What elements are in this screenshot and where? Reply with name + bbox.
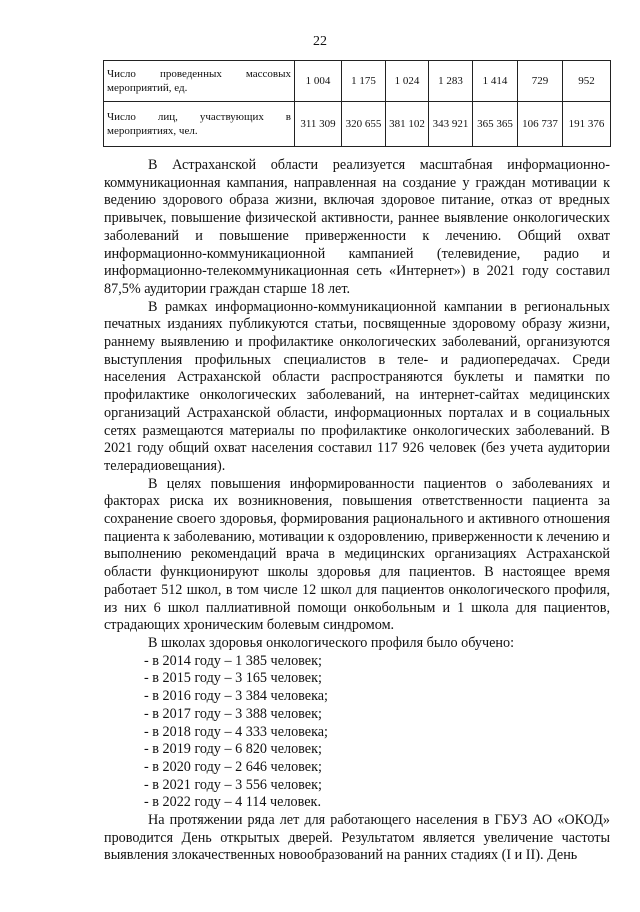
list-item: - в 2022 году – 4 114 человек.: [144, 794, 321, 811]
table-cell: 343 921: [429, 102, 473, 147]
table-row-label: Число проведенных массовых мероприятий, ед.: [104, 61, 295, 102]
table-cell: 191 376: [563, 102, 611, 147]
training-list: [104, 653, 610, 812]
paragraph: В целях повышения информированности пациентов о заболеваниях и факторах риска их возникновения, повышения ответственности пациента за сохранение своего здоровья, формирования рационального и активного отношения пациента к заболеванию, мотивации к оздоровлению, приверженности к лечению и выполнению рекомендаций врача в медицинских организациях Астраханской области функционируют школы здоровья для пациентов. В настоящее время работает 512 школ, в том числе 12 школ для пациентов онкологического профиля, из них 6 школ паллиативной помощи онкобольным и 1 школа для пациентов, страдающих хроническим болевым синдромом.: [104, 475, 610, 634]
list-item: - в 2019 году – 6 820 человек;: [144, 741, 322, 758]
table-row-label: Число лиц, участвующих в мероприятиях, чел.: [104, 102, 295, 147]
table-cell: 311 309: [295, 102, 342, 147]
list-intro: В школах здоровья онкологического профиля было обучено:: [148, 634, 515, 651]
table-row: [104, 102, 611, 147]
statistics-table: [103, 60, 611, 147]
table-cell: 365 365: [473, 102, 518, 147]
table-cell: 381 102: [386, 102, 429, 147]
page-number: 22: [313, 34, 327, 49]
table-cell: 1 004: [295, 61, 342, 102]
table-cell: 1 175: [342, 61, 386, 102]
paragraph: В рамках информационно-коммуникационной кампании в региональных печатных изданиях публикуются статьи, посвященные здоровому образу жизни, раннему выявлению и профилактике онкологических заболеваний, организуются выступления профильных специалистов в теле- и радиопередачах. Среди населения Астраханской области распространяются буклеты и памятки по профилактике онкологических заболеваний, на интернет-сайтах медицинских организаций Астраханской области, информационных порталах и в социальных сетях размещаются материалы по профилактике онкологических заболеваний. В 2021 году общий охват населения составил 117 926 человек (без учета аудитории телерадиовещания).: [104, 298, 610, 474]
table-cell: 106 737: [518, 102, 563, 147]
list-item: - в 2017 году – 3 388 человек;: [144, 705, 322, 722]
list-item: - в 2020 году – 2 646 человек;: [144, 758, 322, 775]
list-item: - в 2014 году – 1 385 человек;: [144, 652, 322, 669]
table-row: [104, 61, 611, 102]
paragraph: На протяжении ряда лет для работающего населения в ГБУЗ АО «ОКОД» проводится День открытых дверей. Результатом является увеличение частоты выявления злокачественных новообразований на ранних стадиях (I и II). День: [104, 812, 610, 864]
list-item: - в 2018 году – 4 333 человека;: [144, 723, 328, 740]
list-item: - в 2021 году – 3 556 человек;: [144, 776, 322, 793]
list-item: - в 2015 году – 3 165 человек;: [144, 670, 322, 687]
body-text: [104, 157, 610, 865]
table-cell: 1 024: [386, 61, 429, 102]
table-cell: 1 283: [429, 61, 473, 102]
table-cell: 952: [563, 61, 611, 102]
table-cell: 320 655: [342, 102, 386, 147]
paragraph: В Астраханской области реализуется масштабная информационно-коммуникационная кампания, направленная на создание у граждан мотивации к ведению здорового образа жизни, включая здоровое питание, отказ от вредных привычек, повышение физической активности, раннее выявление онкологических заболеваний и повышение приверженности к лечению. Общий охват информационно-коммуникационной кампанией (телевидение, радио и информационно-телекоммуникационная сеть «Интернет») в 2021 году составил 87,5% аудитории граждан старше 18 лет.: [104, 157, 610, 297]
table-cell: 729: [518, 61, 563, 102]
list-item: - в 2016 году – 3 384 человека;: [144, 688, 328, 705]
table-cell: 1 414: [473, 61, 518, 102]
